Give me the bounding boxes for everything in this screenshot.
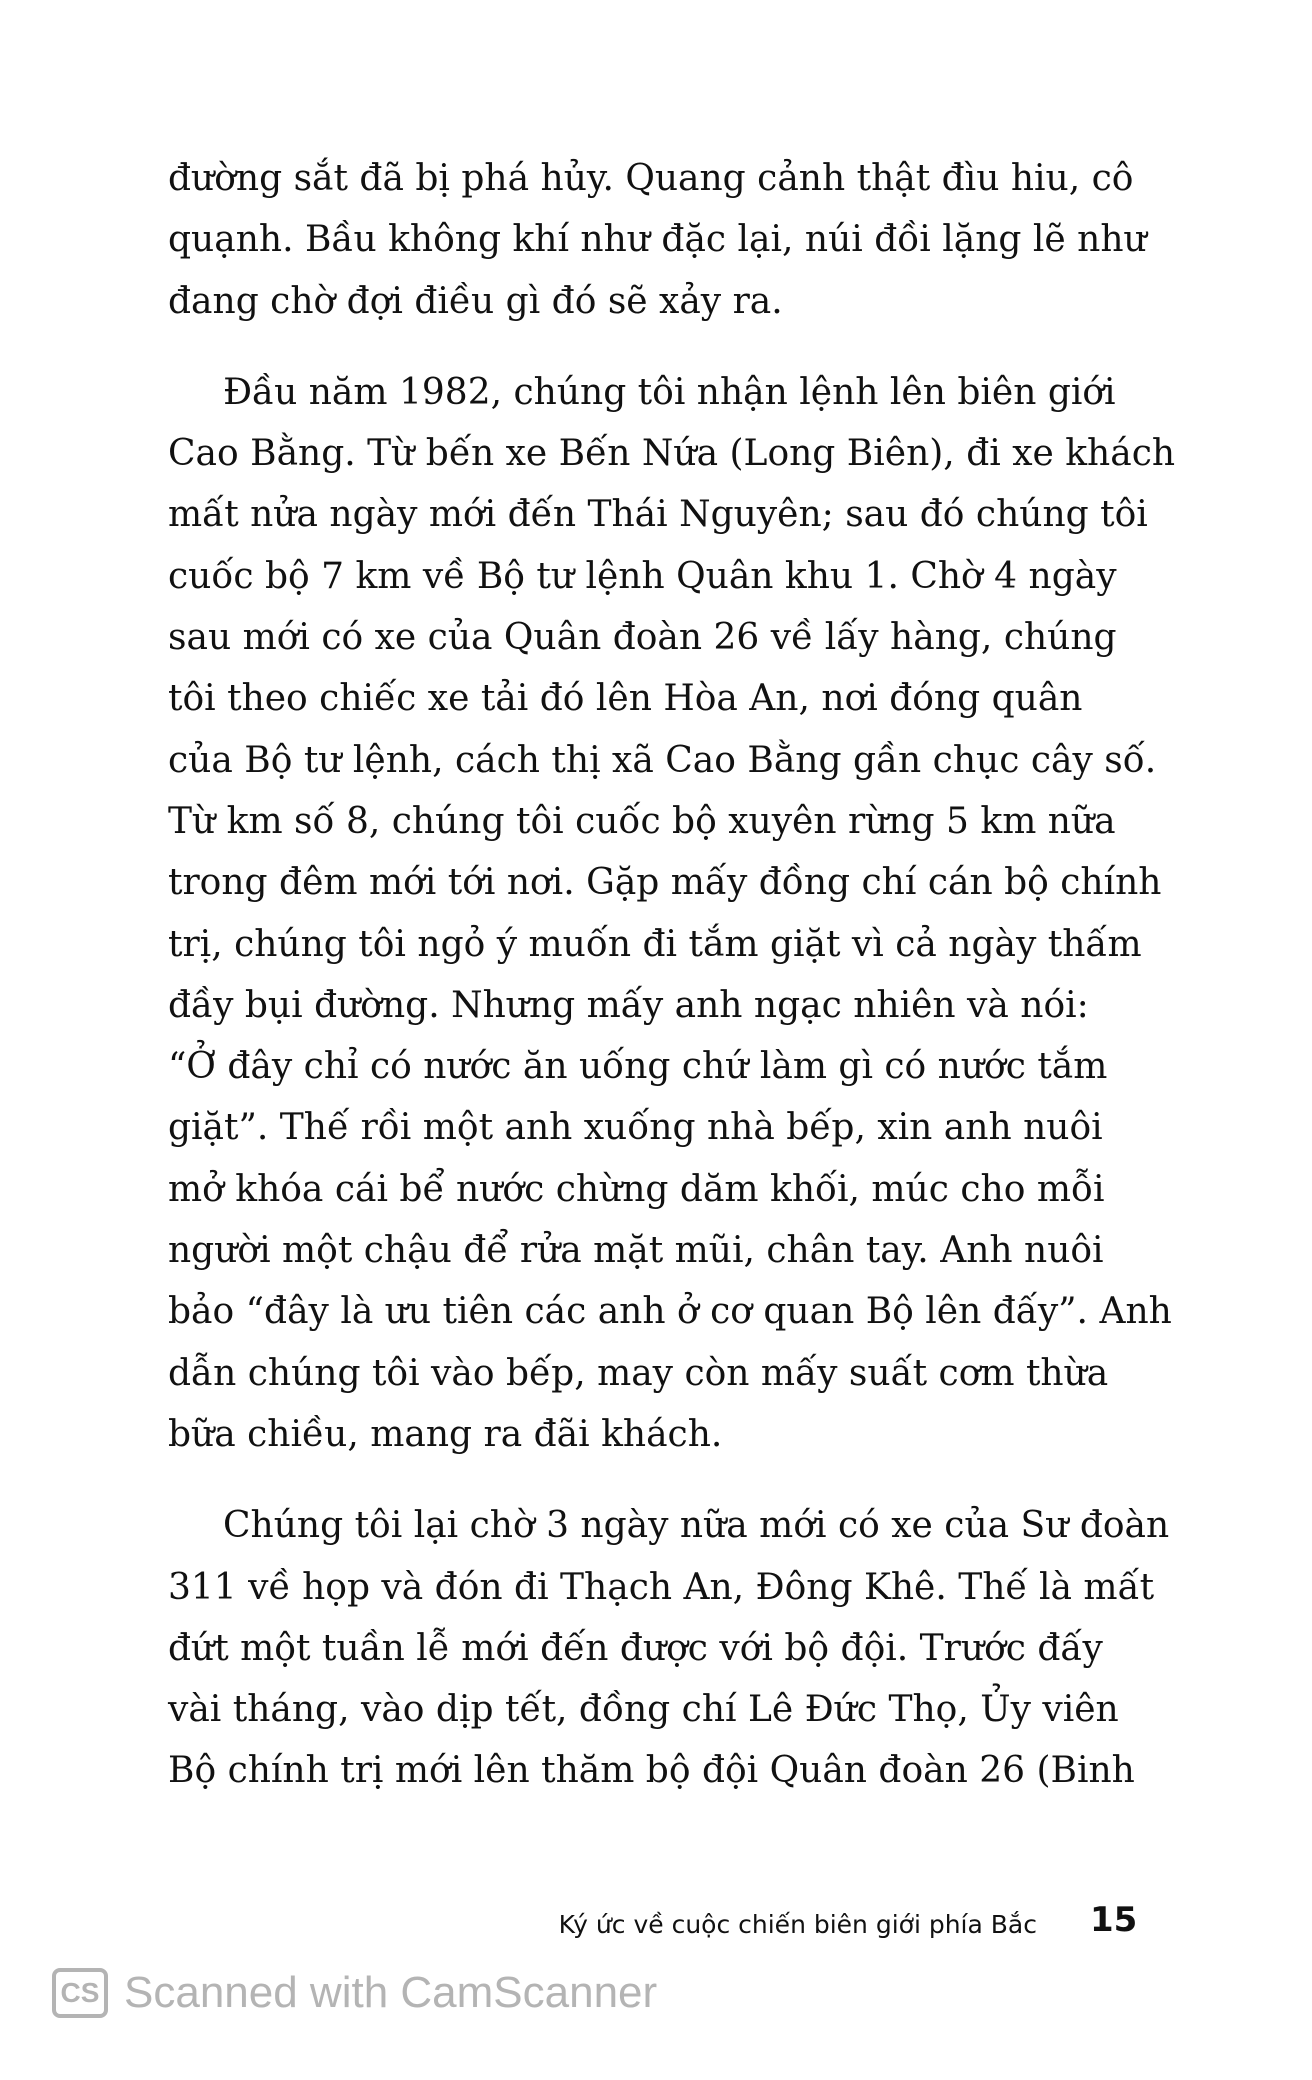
text-line: đứt một tuần lễ mới đến được với bộ đội. Trước đấy: [168, 1627, 1103, 1669]
text-line: Bộ chính trị mới lên thăm bộ đội Quân đoàn 26 (Binh: [168, 1750, 1135, 1792]
text-line: trong đêm mới tới nơi. Gặp mấy đồng chí cán bộ chính: [168, 862, 1162, 904]
text-line: sau mới có xe của Quân đoàn 26 về lấy hàng, chúng: [168, 617, 1117, 659]
text-line: tôi theo chiếc xe tải đó lên Hòa An, nơi đóng quân: [168, 678, 1083, 720]
paragraph-gap: [168, 1465, 1133, 1495]
text-line: đầy bụi đường. Nhưng mấy anh ngạc nhiên và nói:: [168, 984, 1089, 1026]
text-line: giặt”. Thế rồi một anh xuống nhà bếp, xin anh nuôi: [168, 1107, 1103, 1149]
page-number: 15: [1090, 1900, 1138, 1940]
text-line: bảo “đây là ưu tiên các anh ở cơ quan Bộ lên đấy”. Anh: [168, 1291, 1172, 1333]
text-line: “Ở đây chỉ có nước ăn uống chứ làm gì có nước tắm: [168, 1046, 1108, 1088]
text-line: người một chậu để rửa mặt mũi, chân tay. Anh nuôi: [168, 1230, 1104, 1272]
text-line: bữa chiều, mang ra đãi khách.: [168, 1413, 723, 1455]
page-bottom-edge: [0, 2070, 1312, 2080]
text-line: vài tháng, vào dịp tết, đồng chí Lê Đức Thọ, Ủy viên: [168, 1689, 1119, 1731]
paragraph-gap: [168, 332, 1133, 362]
text-line: Từ km số 8, chúng tôi cuốc bộ xuyên rừng 5 km nữa: [168, 800, 1116, 842]
text-line: của Bộ tư lệnh, cách thị xã Cao Bằng gần chục cây số.: [168, 739, 1157, 781]
watermark-text: Scanned with CamScanner: [124, 1968, 658, 2017]
text-line: Đầu năm 1982, chúng tôi nhận lệnh lên biên giới: [223, 371, 1116, 413]
text-line: Chúng tôi lại chờ 3 ngày nữa mới có xe của Sư đoàn: [223, 1505, 1170, 1547]
text-line: 311 về họp và đón đi Thạch An, Đông Khê. Thế là mất: [168, 1566, 1155, 1608]
text-line: quạnh. Bầu không khí như đặc lại, núi đồi lặng lẽ như: [168, 219, 1147, 261]
text-line: cuốc bộ 7 km về Bộ tư lệnh Quân khu 1. Chờ 4 ngày: [168, 555, 1117, 597]
text-line: đang chờ đợi điều gì đó sẽ xảy ra.: [168, 280, 783, 322]
text-line: Cao Bằng. Từ bến xe Bến Nứa (Long Biên), đi xe khách: [168, 433, 1176, 475]
camscanner-logo-icon: CS: [52, 1968, 108, 2018]
text-line: đường sắt đã bị phá hủy. Quang cảnh thật đìu hiu, cô: [168, 158, 1134, 199]
text-line: mở khóa cái bể nước chừng dăm khối, múc cho mỗi: [168, 1168, 1105, 1210]
running-footer-title: Ký ức về cuộc chiến biên giới phía Bắc: [558, 1910, 1037, 1939]
text-line: trị, chúng tôi ngỏ ý muốn đi tắm giặt vì cả ngày thấm: [168, 923, 1142, 965]
camscanner-watermark: [52, 1968, 657, 2018]
page-body: [168, 148, 1176, 1802]
text-line: dẫn chúng tôi vào bếp, may còn mấy suất cơm thừa: [168, 1352, 1109, 1394]
text-line: mất nửa ngày mới đến Thái Nguyên; sau đó chúng tôi: [168, 494, 1148, 536]
